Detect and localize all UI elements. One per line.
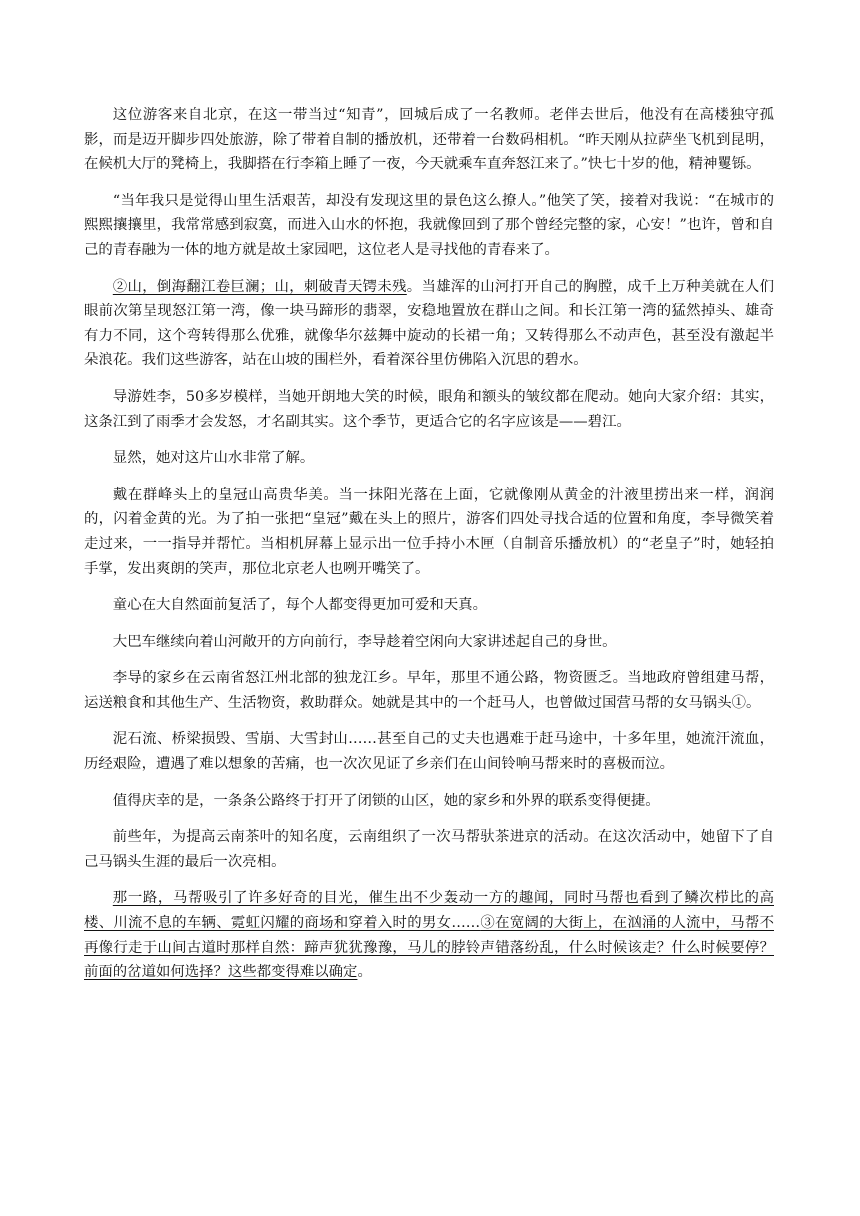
paragraph-text: 值得庆幸的是，一条条公路终于打开了闭锁的山区，她的家乡和外界的联系变得便捷。 [112,792,660,809]
paragraph [84,275,774,373]
paragraph-text: 大巴车继续向着山河敞开的方向前行，李导趁着空闲向大家讲述起自己的身世。 [112,633,617,650]
paragraph [84,630,774,655]
paragraph-text: 李导的家乡在云南省怒江州北部的独龙江乡。早年，那里不通公路，物资匮乏。当地政府曾组建马帮，运送粮食和其他生产、生活物资，救助群众。她就是其中的一个赶马人，也曾做过国营马帮的女马锅头①。 [84,670,774,711]
underlined-text: 那一路，马帮吸引了许多好奇的目光，催生出不少轰动一方的趣闻，同时马帮也看到了鳞次栉比的高楼、川流不息的车辆、霓虹闪耀的商场和穿着入时的男女…… [84,890,774,932]
document-page [84,103,774,997]
paragraph [84,446,774,471]
paragraph [84,886,774,984]
paragraph-text: 戴在群峰头上的皇冠山高贵华美。当一抹阳光落在上面，它就像刚从黄金的汁液里捞出来一样，润润的，闪着金黄的光。为了拍一张把“皇冠”戴在头上的照片，游客们四处寻找合适的位置和角度，李导微笑着走过来，一一指导并帮忙。当相机屏幕上显示出一位手持小木匣（自制音乐播放机）的“老皇子”时，她轻拍手掌，发出爽朗的笑声，那位北京老人也咧开嘴笑了。 [84,486,774,577]
paragraph-text: 。当雄浑的山河打开自己的胸膛，成千上万种美就在人们眼前次第呈现怒江第一湾，像一块马蹄形的翡翠，安稳地置放在群山之间。和长江第一湾的猛然掉头、雄奇有力不同，这个弯转得那么优雅，就像华尔兹舞中旋动的长裙一角；又转得那么不动声色，甚至没有激起半朵浪花。我们这些游客，站在山坡的围栏外，看着深谷里仿佛陷入沉思的碧水。 [84,278,774,369]
paragraph-text: 这位游客来自北京，在这一带当过“知青”，回城后成了一名教师。老伴去世后，他没有在高楼独守孤影，而是迈开脚步四处旅游，除了带着自制的播放机，还带着一台数码相机。“昨天刚从拉萨坐飞机到昆明，在候机大厅的凳椅上，我脚搭在行李箱上睡了一夜，今天就乘车直奔怒江来了。”快七十岁的他，精神矍铄。 [84,107,774,173]
paragraph-text: 显然，她对这片山水非常了解。 [112,450,315,467]
paragraph-text: 前些年，为提高云南茶叶的知名度，云南组织了一次马帮驮茶进京的活动。在这次活动中，她留下了自己马锅头生涯的最后一次亮相。 [84,829,774,870]
underlined-text: ②山，倒海翻江卷巨澜；山，刺破青天锷未残 [112,278,407,295]
paragraph-text: 童心在大自然面前复活了，每个人都变得更加可爱和天真。 [112,597,487,614]
paragraph [84,483,774,581]
paragraph [84,103,774,177]
paragraph [84,666,774,715]
paragraph [84,593,774,618]
paragraph [84,385,774,434]
paragraph-text: 导游姓李，50多岁模样，当她开朗地大笑的时候，眼角和额头的皱纹都在爬动。她向大家介绍：其实，这条江到了雨季才会发怒，才名副其实。这个季节，更适合它的名字应该是——碧江。 [84,388,774,430]
paragraph [84,189,774,263]
paragraph-text: “当年我只是觉得山里生活艰苦，却没有发现这里的景色这么撩人。”他笑了笑，接着对我说：“在城市的熙熙攘攘里，我常常感到寂寞，而进入山水的怀抱，我就像回到了那个曾经完整的家，心安！”也许，曾和自己的青春融为一体的地方就是故土家园吧，这位老人是寻找他的青春来了。 [84,192,774,258]
paragraph [84,789,774,814]
paragraph [84,825,774,874]
underlined-text: ③在宽阔的大街上，在汹涌的人流中，马帮不再像行走于山间古道时那样自然：蹄声犹犹豫豫，马儿的脖铃声错落纷乱，什么时候该走？什么时候要停？前面的岔道如何选择？这些都变得难以确定 [84,915,774,981]
paragraph [84,727,774,776]
paragraph-text: 泥石流、桥梁损毁、雪崩、大雪封山……甚至自己的丈夫也遇难于赶马途中，十多年里，她流汗流血，历经艰险，遭遇了难以想象的苦痛，也一次次见证了乡亲们在山间铃响马帮来时的喜极而泣。 [84,731,774,773]
paragraph-text: 。 [357,964,372,981]
